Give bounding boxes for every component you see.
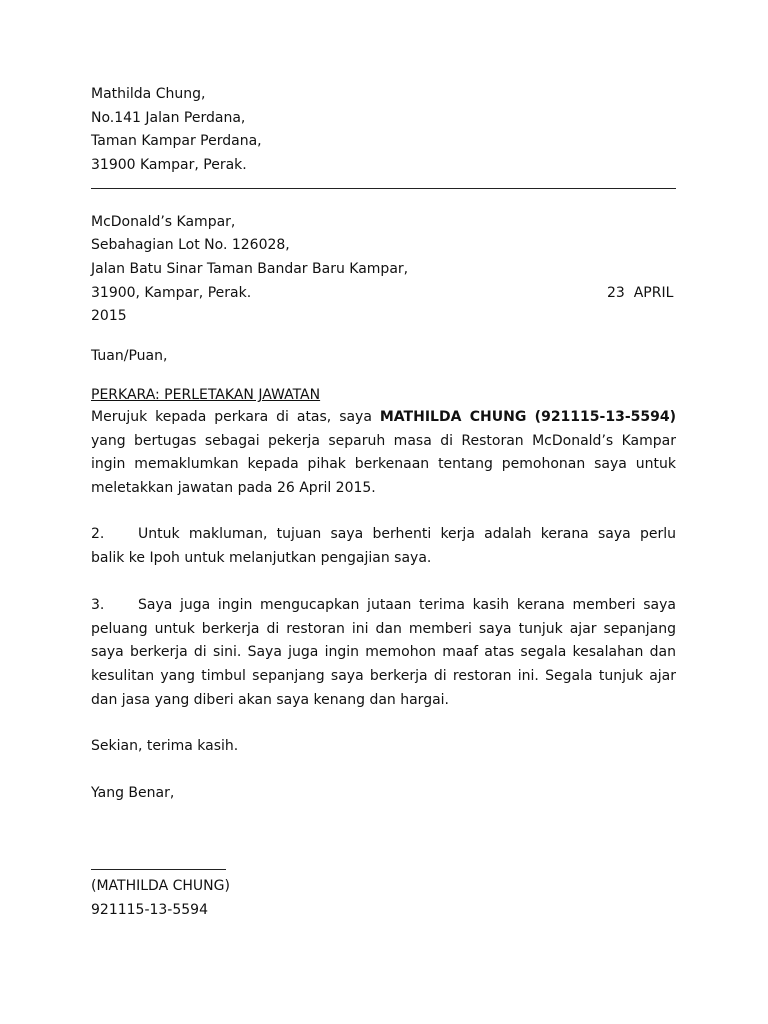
paragraph-3 [91, 594, 676, 713]
paragraph-2-text-1: Untuk makluman, tujuan saya berhenti kerja adalah kerana saya perlu [138, 526, 676, 542]
paragraph-3-line-4: kesulitan yang timbul sepanjang saya berkerja di restoran ini. Segala tunjuk ajar [91, 668, 676, 685]
salutation: Tuan/Puan, [91, 348, 168, 364]
paragraph-1-intro: Merujuk kepada perkara di atas, saya [91, 409, 372, 425]
recipient-address-line-1: Sebahagian Lot No. 126028, [91, 237, 290, 253]
closing-line: Sekian, terima kasih. [91, 738, 239, 754]
paragraph-1-line-3: ingin memaklumkan kepada pihak berkenaan tentang pemohonan saya untuk [91, 456, 676, 473]
paragraph-3-line-1 [91, 594, 676, 618]
paragraph-1-line-4: meletakkan jawatan pada 26 April 2015. [91, 480, 376, 497]
signatory-name: (MATHILDA CHUNG) [91, 878, 230, 894]
signature-line [91, 869, 226, 870]
paragraph-3-text-1: Saya juga ingin mengucapkan jutaan terima kasih kerana memberi saya [138, 597, 676, 613]
signatory-ic-number: 921115-13-5594 [91, 902, 208, 918]
paragraph-2 [91, 523, 676, 570]
paragraph-2-number: 2. [91, 526, 105, 542]
header-divider [91, 188, 676, 189]
subject-heading: PERKARA: PERLETAKAN JAWATAN [91, 387, 321, 403]
sender-address-line-2: Taman Kampar Perdana, [91, 133, 262, 149]
applicant-name-ic: MATHILDA CHUNG (921115-13-5594) [379, 409, 676, 425]
date-year: 2015 [91, 308, 127, 324]
date-month: APRIL [633, 285, 674, 301]
recipient-address-line-2: Jalan Batu Sinar Taman Bandar Baru Kampar, [91, 261, 409, 277]
paragraph-3-line-2: peluang untuk berkerja di restoran ini dan memberi saya tunjuk ajar sepanjang [91, 620, 676, 637]
paragraph-1-line-1 [91, 406, 676, 430]
paragraph-3-line-5: dan jasa yang diberi akan saya kenang dan hargai. [91, 691, 449, 708]
paragraph-1 [91, 406, 676, 501]
paragraph-3-line-3: saya berkerja di sini. Saya juga ingin memohon maaf atas segala kesalahan dan [91, 644, 676, 661]
recipient-name: McDonald’s Kampar, [91, 214, 236, 230]
sender-address-line-3: 31900 Kampar, Perak. [91, 157, 247, 173]
paragraph-2-line-1 [91, 523, 676, 547]
recipient-address-line-3: 31900, Kampar, Perak. [91, 285, 252, 301]
paragraph-3-number: 3. [91, 597, 105, 613]
date-day: 23 [607, 285, 625, 301]
letter-date [607, 283, 673, 303]
signoff: Yang Benar, [91, 785, 175, 801]
sender-name: Mathilda Chung, [91, 86, 206, 102]
paragraph-1-line-2: yang bertugas sebagai pekerja separuh masa di Restoran McDonald’s Kampar [91, 432, 676, 449]
sender-address-line-1: No.141 Jalan Perdana, [91, 110, 246, 126]
paragraph-2-line-2: balik ke Ipoh untuk melanjutkan pengajian saya. [91, 549, 432, 566]
